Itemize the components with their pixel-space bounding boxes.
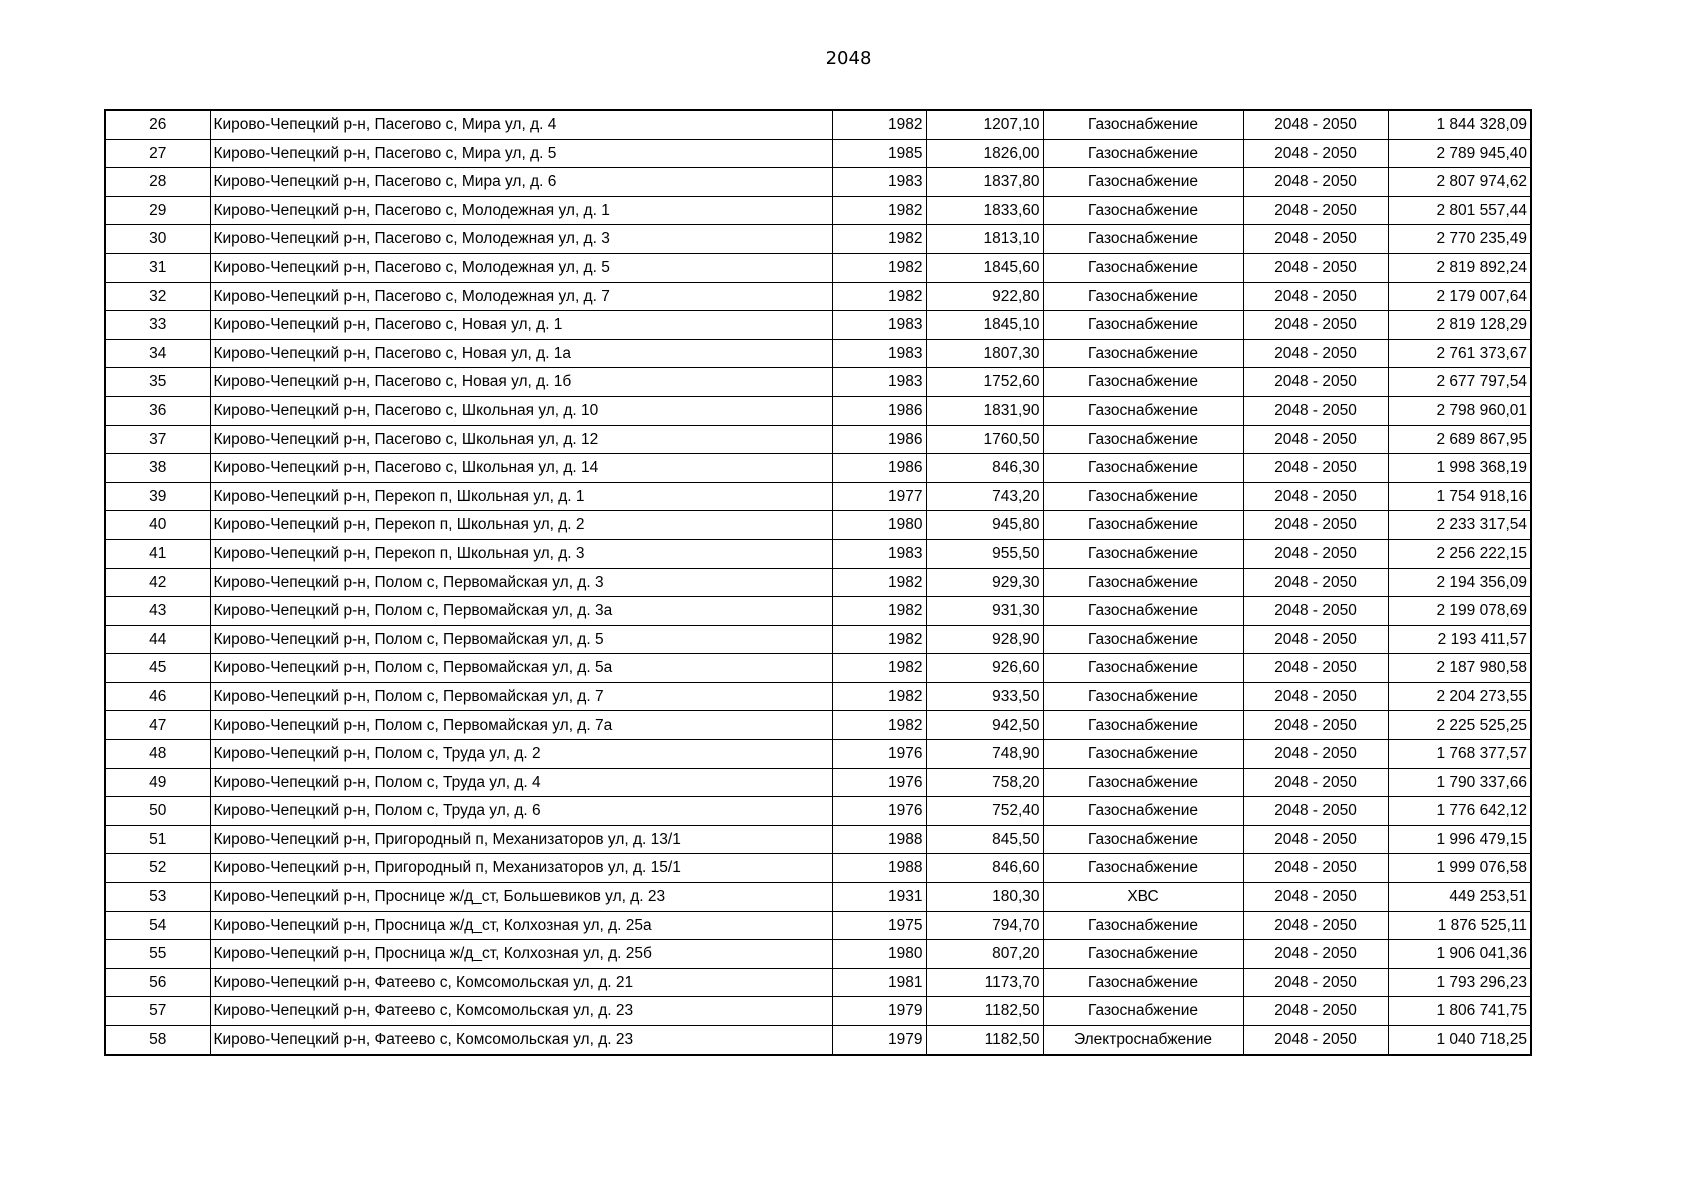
area-cell: 758,20 <box>926 768 1043 797</box>
period-cell: 2048 - 2050 <box>1243 1026 1388 1055</box>
row-number-cell: 52 <box>105 854 210 883</box>
address-cell: Кирово-Чепецкий р-н, Просница ж/д_ст, Колхозная ул, д. 25б <box>210 940 832 969</box>
row-number-cell: 44 <box>105 625 210 654</box>
area-cell: 1833,60 <box>926 196 1043 225</box>
table-row <box>105 597 1531 626</box>
cost-cell: 2 677 797,54 <box>1388 368 1531 397</box>
area-cell: 1173,70 <box>926 968 1043 997</box>
build-year-cell: 1982 <box>832 682 926 711</box>
work-type-cell: Газоснабжение <box>1043 454 1243 483</box>
table-row <box>105 282 1531 311</box>
table-row <box>105 539 1531 568</box>
address-cell: Кирово-Чепецкий р-н, Пасегово с, Мира ул, д. 4 <box>210 110 832 139</box>
table-row <box>105 511 1531 540</box>
table-row <box>105 253 1531 282</box>
area-cell: 955,50 <box>926 539 1043 568</box>
row-number-cell: 48 <box>105 740 210 769</box>
area-cell: 922,80 <box>926 282 1043 311</box>
area-cell: 845,50 <box>926 825 1043 854</box>
address-cell: Кирово-Чепецкий р-н, Пасегово с, Новая ул, д. 1б <box>210 368 832 397</box>
work-type-cell: Газоснабжение <box>1043 396 1243 425</box>
address-cell: Кирово-Чепецкий р-н, Полом с, Труда ул, д. 4 <box>210 768 832 797</box>
cost-cell: 2 770 235,49 <box>1388 225 1531 254</box>
area-cell: 743,20 <box>926 482 1043 511</box>
table-row <box>105 425 1531 454</box>
build-year-cell: 1988 <box>832 854 926 883</box>
address-cell: Кирово-Чепецкий р-н, Пасегово с, Новая ул, д. 1а <box>210 339 832 368</box>
build-year-cell: 1982 <box>832 711 926 740</box>
build-year-cell: 1982 <box>832 253 926 282</box>
table-row <box>105 768 1531 797</box>
address-cell: Кирово-Чепецкий р-н, Полом с, Труда ул, д. 2 <box>210 740 832 769</box>
row-number-cell: 26 <box>105 110 210 139</box>
work-type-cell: Газоснабжение <box>1043 997 1243 1026</box>
table-row <box>105 1026 1531 1055</box>
build-year-cell: 1982 <box>832 110 926 139</box>
period-cell: 2048 - 2050 <box>1243 282 1388 311</box>
table-row <box>105 196 1531 225</box>
build-year-cell: 1986 <box>832 425 926 454</box>
work-type-cell: Газоснабжение <box>1043 368 1243 397</box>
work-type-cell: Газоснабжение <box>1043 797 1243 826</box>
table-row <box>105 139 1531 168</box>
row-number-cell: 41 <box>105 539 210 568</box>
table-row <box>105 368 1531 397</box>
build-year-cell: 1982 <box>832 568 926 597</box>
build-year-cell: 1982 <box>832 625 926 654</box>
period-cell: 2048 - 2050 <box>1243 740 1388 769</box>
cost-cell: 2 256 222,15 <box>1388 539 1531 568</box>
address-cell: Кирово-Чепецкий р-н, Пасегово с, Мира ул, д. 5 <box>210 139 832 168</box>
table-row <box>105 654 1531 683</box>
address-cell: Кирово-Чепецкий р-н, Пасегово с, Молодежная ул, д. 1 <box>210 196 832 225</box>
work-type-cell: Газоснабжение <box>1043 253 1243 282</box>
cost-cell: 1 806 741,75 <box>1388 997 1531 1026</box>
row-number-cell: 31 <box>105 253 210 282</box>
build-year-cell: 1982 <box>832 282 926 311</box>
address-cell: Кирово-Чепецкий р-н, Фатеево с, Комсомольская ул, д. 23 <box>210 1026 832 1055</box>
cost-cell: 1 996 479,15 <box>1388 825 1531 854</box>
cost-cell: 2 789 945,40 <box>1388 139 1531 168</box>
address-cell: Кирово-Чепецкий р-н, Пасегово с, Молодежная ул, д. 3 <box>210 225 832 254</box>
address-cell: Кирово-Чепецкий р-н, Пасегово с, Школьная ул, д. 14 <box>210 454 832 483</box>
table-row <box>105 625 1531 654</box>
cost-cell: 1 776 642,12 <box>1388 797 1531 826</box>
row-number-cell: 47 <box>105 711 210 740</box>
address-cell: Кирово-Чепецкий р-н, Полом с, Первомайская ул, д. 3 <box>210 568 832 597</box>
row-number-cell: 30 <box>105 225 210 254</box>
work-type-cell: Газоснабжение <box>1043 282 1243 311</box>
address-cell: Кирово-Чепецкий р-н, Пасегово с, Школьная ул, д. 12 <box>210 425 832 454</box>
table-row <box>105 396 1531 425</box>
row-number-cell: 51 <box>105 825 210 854</box>
work-type-cell: Газоснабжение <box>1043 139 1243 168</box>
table-row <box>105 311 1531 340</box>
work-type-cell: Газоснабжение <box>1043 482 1243 511</box>
row-number-cell: 39 <box>105 482 210 511</box>
address-cell: Кирово-Чепецкий р-н, Перекоп п, Школьная ул, д. 1 <box>210 482 832 511</box>
table-body <box>105 110 1531 1055</box>
work-type-cell: Газоснабжение <box>1043 196 1243 225</box>
address-cell: Кирово-Чепецкий р-н, Просница ж/д_ст, Колхозная ул, д. 25а <box>210 911 832 940</box>
cost-cell: 2 819 892,24 <box>1388 253 1531 282</box>
table-row <box>105 883 1531 912</box>
area-cell: 1207,10 <box>926 110 1043 139</box>
cost-cell: 2 179 007,64 <box>1388 282 1531 311</box>
table-row <box>105 682 1531 711</box>
work-type-cell: Газоснабжение <box>1043 940 1243 969</box>
area-cell: 846,30 <box>926 454 1043 483</box>
area-cell: 1182,50 <box>926 1026 1043 1055</box>
area-cell: 1182,50 <box>926 997 1043 1026</box>
area-cell: 1845,60 <box>926 253 1043 282</box>
row-number-cell: 53 <box>105 883 210 912</box>
period-cell: 2048 - 2050 <box>1243 711 1388 740</box>
build-year-cell: 1986 <box>832 454 926 483</box>
work-type-cell: ХВС <box>1043 883 1243 912</box>
period-cell: 2048 - 2050 <box>1243 311 1388 340</box>
address-cell: Кирово-Чепецкий р-н, Полом с, Труда ул, д. 6 <box>210 797 832 826</box>
row-number-cell: 42 <box>105 568 210 597</box>
area-cell: 942,50 <box>926 711 1043 740</box>
period-cell: 2048 - 2050 <box>1243 768 1388 797</box>
build-year-cell: 1976 <box>832 797 926 826</box>
work-type-cell: Газоснабжение <box>1043 968 1243 997</box>
table-row <box>105 940 1531 969</box>
cost-cell: 449 253,51 <box>1388 883 1531 912</box>
area-cell: 1807,30 <box>926 339 1043 368</box>
row-number-cell: 40 <box>105 511 210 540</box>
row-number-cell: 58 <box>105 1026 210 1055</box>
area-cell: 794,70 <box>926 911 1043 940</box>
table-row <box>105 711 1531 740</box>
period-cell: 2048 - 2050 <box>1243 539 1388 568</box>
area-cell: 1760,50 <box>926 425 1043 454</box>
cost-cell: 1 790 337,66 <box>1388 768 1531 797</box>
row-number-cell: 37 <box>105 425 210 454</box>
build-year-cell: 1983 <box>832 339 926 368</box>
work-type-cell: Газоснабжение <box>1043 568 1243 597</box>
address-cell: Кирово-Чепецкий р-н, Пасегово с, Школьная ул, д. 10 <box>210 396 832 425</box>
cost-cell: 1 876 525,11 <box>1388 911 1531 940</box>
cost-cell: 2 187 980,58 <box>1388 654 1531 683</box>
build-year-cell: 1976 <box>832 740 926 769</box>
table-row <box>105 454 1531 483</box>
table-row <box>105 825 1531 854</box>
row-number-cell: 49 <box>105 768 210 797</box>
period-cell: 2048 - 2050 <box>1243 568 1388 597</box>
table-row <box>105 482 1531 511</box>
build-year-cell: 1979 <box>832 1026 926 1055</box>
address-cell: Кирово-Чепецкий р-н, Пасегово с, Мира ул, д. 6 <box>210 168 832 197</box>
period-cell: 2048 - 2050 <box>1243 654 1388 683</box>
row-number-cell: 36 <box>105 396 210 425</box>
build-year-cell: 1983 <box>832 539 926 568</box>
row-number-cell: 45 <box>105 654 210 683</box>
address-cell: Кирово-Чепецкий р-н, Пасегово с, Молодежная ул, д. 5 <box>210 253 832 282</box>
row-number-cell: 27 <box>105 139 210 168</box>
work-type-cell: Газоснабжение <box>1043 311 1243 340</box>
work-type-cell: Газоснабжение <box>1043 740 1243 769</box>
cost-cell: 1 768 377,57 <box>1388 740 1531 769</box>
table-row <box>105 968 1531 997</box>
row-number-cell: 38 <box>105 454 210 483</box>
address-cell: Кирово-Чепецкий р-н, Полом с, Первомайская ул, д. 5 <box>210 625 832 654</box>
area-cell: 846,60 <box>926 854 1043 883</box>
address-cell: Кирово-Чепецкий р-н, Полом с, Первомайская ул, д. 7 <box>210 682 832 711</box>
build-year-cell: 1980 <box>832 511 926 540</box>
work-type-cell: Газоснабжение <box>1043 625 1243 654</box>
build-year-cell: 1931 <box>832 883 926 912</box>
period-cell: 2048 - 2050 <box>1243 997 1388 1026</box>
build-year-cell: 1981 <box>832 968 926 997</box>
address-cell: Кирово-Чепецкий р-н, Пасегово с, Молодежная ул, д. 7 <box>210 282 832 311</box>
area-cell: 945,80 <box>926 511 1043 540</box>
table-row <box>105 110 1531 139</box>
row-number-cell: 33 <box>105 311 210 340</box>
cost-cell: 2 807 974,62 <box>1388 168 1531 197</box>
address-cell: Кирово-Чепецкий р-н, Пригородный п, Механизаторов ул, д. 13/1 <box>210 825 832 854</box>
cost-cell: 2 233 317,54 <box>1388 511 1531 540</box>
period-cell: 2048 - 2050 <box>1243 396 1388 425</box>
area-cell: 933,50 <box>926 682 1043 711</box>
work-type-cell: Газоснабжение <box>1043 682 1243 711</box>
area-cell: 1837,80 <box>926 168 1043 197</box>
period-cell: 2048 - 2050 <box>1243 482 1388 511</box>
area-cell: 928,90 <box>926 625 1043 654</box>
area-cell: 1826,00 <box>926 139 1043 168</box>
work-type-cell: Газоснабжение <box>1043 425 1243 454</box>
work-type-cell: Газоснабжение <box>1043 854 1243 883</box>
period-cell: 2048 - 2050 <box>1243 825 1388 854</box>
period-cell: 2048 - 2050 <box>1243 253 1388 282</box>
work-type-cell: Электроснабжение <box>1043 1026 1243 1055</box>
period-cell: 2048 - 2050 <box>1243 368 1388 397</box>
cost-cell: 2 204 273,55 <box>1388 682 1531 711</box>
period-cell: 2048 - 2050 <box>1243 511 1388 540</box>
period-cell: 2048 - 2050 <box>1243 339 1388 368</box>
build-year-cell: 1982 <box>832 225 926 254</box>
row-number-cell: 56 <box>105 968 210 997</box>
period-cell: 2048 - 2050 <box>1243 797 1388 826</box>
build-year-cell: 1982 <box>832 654 926 683</box>
table-row <box>105 854 1531 883</box>
build-year-cell: 1983 <box>832 368 926 397</box>
area-cell: 180,30 <box>926 883 1043 912</box>
cost-cell: 1 040 718,25 <box>1388 1026 1531 1055</box>
cost-cell: 1 998 368,19 <box>1388 454 1531 483</box>
address-cell: Кирово-Чепецкий р-н, Перекоп п, Школьная ул, д. 3 <box>210 539 832 568</box>
table-row <box>105 740 1531 769</box>
area-cell: 1813,10 <box>926 225 1043 254</box>
period-cell: 2048 - 2050 <box>1243 911 1388 940</box>
period-cell: 2048 - 2050 <box>1243 425 1388 454</box>
area-cell: 926,60 <box>926 654 1043 683</box>
table-row <box>105 225 1531 254</box>
area-cell: 752,40 <box>926 797 1043 826</box>
address-cell: Кирово-Чепецкий р-н, Проснице ж/д_ст, Большевиков ул, д. 23 <box>210 883 832 912</box>
period-cell: 2048 - 2050 <box>1243 940 1388 969</box>
address-cell: Кирово-Чепецкий р-н, Фатеево с, Комсомольская ул, д. 21 <box>210 968 832 997</box>
row-number-cell: 46 <box>105 682 210 711</box>
address-cell: Кирово-Чепецкий р-н, Пригородный п, Механизаторов ул, д. 15/1 <box>210 854 832 883</box>
row-number-cell: 34 <box>105 339 210 368</box>
period-cell: 2048 - 2050 <box>1243 225 1388 254</box>
build-year-cell: 1983 <box>832 311 926 340</box>
area-cell: 1752,60 <box>926 368 1043 397</box>
cost-cell: 2 193 411,57 <box>1388 625 1531 654</box>
period-cell: 2048 - 2050 <box>1243 110 1388 139</box>
area-cell: 1845,10 <box>926 311 1043 340</box>
address-cell: Кирово-Чепецкий р-н, Фатеево с, Комсомольская ул, д. 23 <box>210 997 832 1026</box>
row-number-cell: 28 <box>105 168 210 197</box>
area-cell: 807,20 <box>926 940 1043 969</box>
work-type-cell: Газоснабжение <box>1043 711 1243 740</box>
build-year-cell: 1976 <box>832 768 926 797</box>
area-cell: 931,30 <box>926 597 1043 626</box>
work-type-cell: Газоснабжение <box>1043 911 1243 940</box>
work-type-cell: Газоснабжение <box>1043 597 1243 626</box>
table-row <box>105 339 1531 368</box>
work-type-cell: Газоснабжение <box>1043 511 1243 540</box>
work-type-cell: Газоснабжение <box>1043 825 1243 854</box>
cost-cell: 2 801 557,44 <box>1388 196 1531 225</box>
work-type-cell: Газоснабжение <box>1043 768 1243 797</box>
table-row <box>105 797 1531 826</box>
row-number-cell: 29 <box>105 196 210 225</box>
cost-cell: 1 999 076,58 <box>1388 854 1531 883</box>
build-year-cell: 1980 <box>832 940 926 969</box>
cost-cell: 1 793 296,23 <box>1388 968 1531 997</box>
address-cell: Кирово-Чепецкий р-н, Полом с, Первомайская ул, д. 5а <box>210 654 832 683</box>
work-type-cell: Газоснабжение <box>1043 539 1243 568</box>
period-cell: 2048 - 2050 <box>1243 968 1388 997</box>
row-number-cell: 35 <box>105 368 210 397</box>
build-year-cell: 1977 <box>832 482 926 511</box>
period-cell: 2048 - 2050 <box>1243 139 1388 168</box>
cost-cell: 2 194 356,09 <box>1388 568 1531 597</box>
build-year-cell: 1982 <box>832 196 926 225</box>
period-cell: 2048 - 2050 <box>1243 854 1388 883</box>
cost-cell: 2 689 867,95 <box>1388 425 1531 454</box>
build-year-cell: 1975 <box>832 911 926 940</box>
area-cell: 748,90 <box>926 740 1043 769</box>
build-year-cell: 1988 <box>832 825 926 854</box>
build-year-cell: 1979 <box>832 997 926 1026</box>
cost-cell: 1 906 041,36 <box>1388 940 1531 969</box>
cost-cell: 2 199 078,69 <box>1388 597 1531 626</box>
address-cell: Кирово-Чепецкий р-н, Перекоп п, Школьная ул, д. 2 <box>210 511 832 540</box>
row-number-cell: 54 <box>105 911 210 940</box>
cost-cell: 1 844 328,09 <box>1388 110 1531 139</box>
area-cell: 1831,90 <box>926 396 1043 425</box>
work-type-cell: Газоснабжение <box>1043 168 1243 197</box>
period-cell: 2048 - 2050 <box>1243 597 1388 626</box>
table-row <box>105 997 1531 1026</box>
build-year-cell: 1982 <box>832 597 926 626</box>
period-cell: 2048 - 2050 <box>1243 625 1388 654</box>
table-row <box>105 168 1531 197</box>
period-cell: 2048 - 2050 <box>1243 682 1388 711</box>
work-type-cell: Газоснабжение <box>1043 110 1243 139</box>
table-row <box>105 911 1531 940</box>
build-year-cell: 1985 <box>832 139 926 168</box>
cost-cell: 2 798 960,01 <box>1388 396 1531 425</box>
cost-cell: 2 761 373,67 <box>1388 339 1531 368</box>
row-number-cell: 32 <box>105 282 210 311</box>
address-cell: Кирово-Чепецкий р-н, Пасегово с, Новая ул, д. 1 <box>210 311 832 340</box>
page-number: 2048 <box>825 48 872 69</box>
period-cell: 2048 - 2050 <box>1243 454 1388 483</box>
work-type-cell: Газоснабжение <box>1043 654 1243 683</box>
cost-cell: 1 754 918,16 <box>1388 482 1531 511</box>
row-number-cell: 57 <box>105 997 210 1026</box>
cost-cell: 2 819 128,29 <box>1388 311 1531 340</box>
build-year-cell: 1983 <box>832 168 926 197</box>
table-row <box>105 568 1531 597</box>
address-cell: Кирово-Чепецкий р-н, Полом с, Первомайская ул, д. 3а <box>210 597 832 626</box>
row-number-cell: 55 <box>105 940 210 969</box>
address-cell: Кирово-Чепецкий р-н, Полом с, Первомайская ул, д. 7а <box>210 711 832 740</box>
period-cell: 2048 - 2050 <box>1243 168 1388 197</box>
cost-cell: 2 225 525,25 <box>1388 711 1531 740</box>
capital-repair-table <box>104 109 1532 1056</box>
period-cell: 2048 - 2050 <box>1243 196 1388 225</box>
row-number-cell: 50 <box>105 797 210 826</box>
period-cell: 2048 - 2050 <box>1243 883 1388 912</box>
area-cell: 929,30 <box>926 568 1043 597</box>
work-type-cell: Газоснабжение <box>1043 225 1243 254</box>
row-number-cell: 43 <box>105 597 210 626</box>
build-year-cell: 1986 <box>832 396 926 425</box>
work-type-cell: Газоснабжение <box>1043 339 1243 368</box>
